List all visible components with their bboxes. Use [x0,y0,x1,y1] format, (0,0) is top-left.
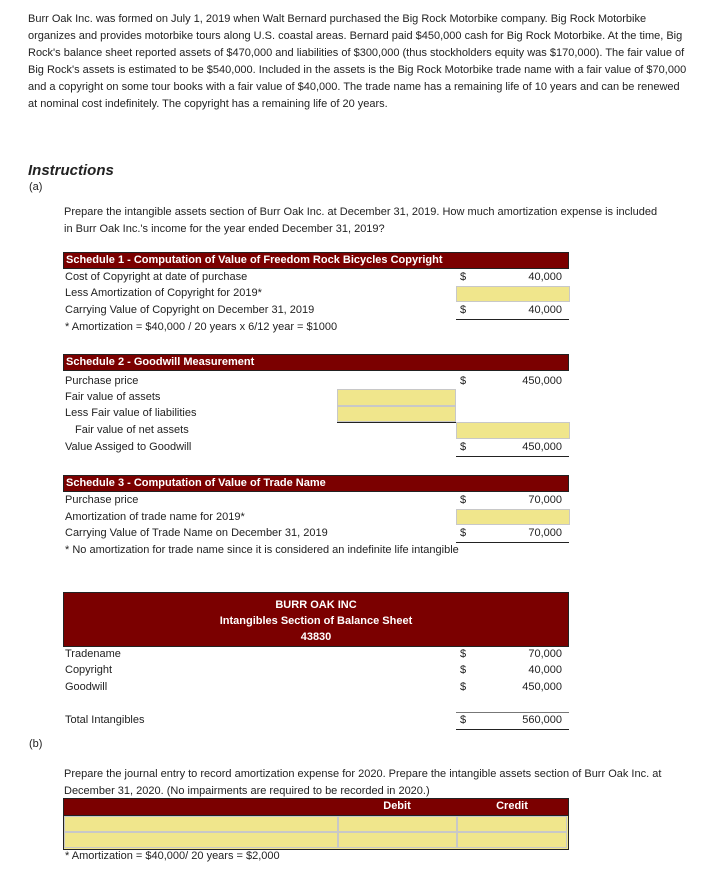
row-value: 70,000 [528,527,562,539]
dollar-sign: $ [460,664,467,676]
schedule2-row [64,405,570,421]
schedule2-header: Schedule 2 - Goodwill Measurement [63,354,569,371]
credit-header: Credit [496,800,528,812]
dollar-sign: $ [460,494,467,506]
row-label: Goodwill [65,681,108,693]
statement-date: 43830 [300,631,332,643]
statement-title: Intangibles Section of Balance Sheet [219,615,413,627]
fair-value-liabilities-input[interactable] [337,406,456,422]
row-value: 40,000 [528,304,562,316]
part-b-note: * Amortization = $40,000/ 20 years = $2,000 [65,850,280,862]
credit-input[interactable] [457,832,567,848]
dollar-sign: $ [460,648,467,660]
journal-header [63,798,569,816]
schedule1-row [64,269,570,285]
debit-input[interactable] [338,832,457,848]
dollar-sign: $ [460,304,467,316]
row-value: 70,000 [528,494,562,506]
part-b-label: (b) [29,738,43,750]
row-label: Total Intangibles [65,714,145,726]
trade-name-amortization-input[interactable] [456,509,570,525]
row-label: Purchase price [65,375,139,387]
dollar-sign: $ [460,527,467,539]
row-value: 40,000 [528,664,562,676]
problem-description: Burr Oak Inc. was formed on July 1, 2019 when Walt Bernard purchased the Big Rock Motorbike company. Big Rock Motorbike organizes and provides motorbike tours along U.S. coastal areas. Bernard paid $450,000 cash for Big Rock Motorbike. At the time, Big Rock's balance sheet reported assets of $470,000 and liabilities of $300,000 (thus stockholders equity was $170,000). The fair value of Big Rock's assets is estimated to be $540,000. Included in the assets is the Big Rock Motorbike trade name with a fair value of $70,000 and a copyright on some tour books with a fair value of $40,000. The trade name has a remaining life of 10 years and can be renewed at nominal cost indefinitely. The copyright has a remaining life of 20 years. [28,13,687,110]
part-b-question: Prepare the journal entry to record amortization expense for 2020. Prepare the intangible assets section of Burr Oak Inc. at December 31, 2020. (No impairments are required to be recorded in 2020.) [64,768,662,797]
schedule1-header: Schedule 1 - Computation of Value of Freedom Rock Bicycles Copyright [63,252,569,269]
part-a-question: Prepare the intangible assets section of Burr Oak Inc. at December 31, 2019. How much amortization expense is included in Burr Oak Inc.'s income for the year ended December 31, 2019? [64,206,658,235]
note: * No amortization for trade name since it is considered an indefinite life intangible [65,544,459,556]
balance-sheet-header [63,592,569,647]
balance-row [64,679,570,695]
row-label: Carrying Value of Trade Name on December 31, 2019 [65,527,328,539]
schedule1-row [64,302,570,318]
row-label: Fair value of net assets [75,424,189,436]
row-label: Less Fair value of liabilities [65,407,197,419]
dollar-sign: $ [460,271,467,283]
net-assets-input[interactable] [456,422,570,439]
fair-value-assets-input[interactable] [337,389,456,406]
row-label: Cost of Copyright at date of purchase [65,271,248,283]
balance-row [64,646,570,662]
row-label: Less Amortization of Copyright for 2019* [65,287,262,299]
debit-input[interactable] [338,816,457,832]
row-label: Value Assiged to Goodwill [65,441,192,453]
row-value: 70,000 [528,648,562,660]
schedule1-note [64,319,570,335]
row-value: 450,000 [522,375,562,387]
amortization-input-cell[interactable] [456,286,570,302]
row-value: 450,000 [522,441,562,453]
row-label: Tradename [65,648,121,660]
schedule3-row [64,492,570,508]
part-a-label: (a) [29,181,43,193]
underline [456,729,569,730]
schedule3-note [64,542,664,558]
account-input[interactable] [64,832,338,848]
row-value: 40,000 [528,271,562,283]
balance-total-row [64,712,570,728]
journal-entry-table [63,816,569,850]
row-label: Purchase price [65,494,139,506]
balance-row [64,662,570,678]
row-value: 560,000 [522,714,562,726]
underline [456,456,569,457]
schedule2-row [64,389,570,405]
account-input[interactable] [64,816,338,832]
schedule2-row [64,439,570,455]
credit-input[interactable] [457,816,567,832]
note: * Amortization = $40,000 / 20 years x 6/12 year = $1000 [65,321,338,333]
row-label: Fair value of assets [65,391,161,403]
row-label: Copyright [65,664,113,676]
dollar-sign: $ [460,441,467,453]
company-name: BURR OAK INC [275,599,357,611]
dollar-sign: $ [460,714,467,726]
row-label: Carrying Value of Copyright on December 31, 2019 [65,304,315,316]
dollar-sign: $ [460,681,467,693]
dollar-sign: $ [460,375,467,387]
row-label: Amortization of trade name for 2019* [65,511,245,523]
schedule3-row [64,525,570,541]
schedule2-row [64,373,570,389]
schedule3-header: Schedule 3 - Computation of Value of Trade Name [63,475,569,492]
debit-header: Debit [383,800,411,812]
row-value: 450,000 [522,681,562,693]
instructions-heading: Instructions [28,162,114,179]
